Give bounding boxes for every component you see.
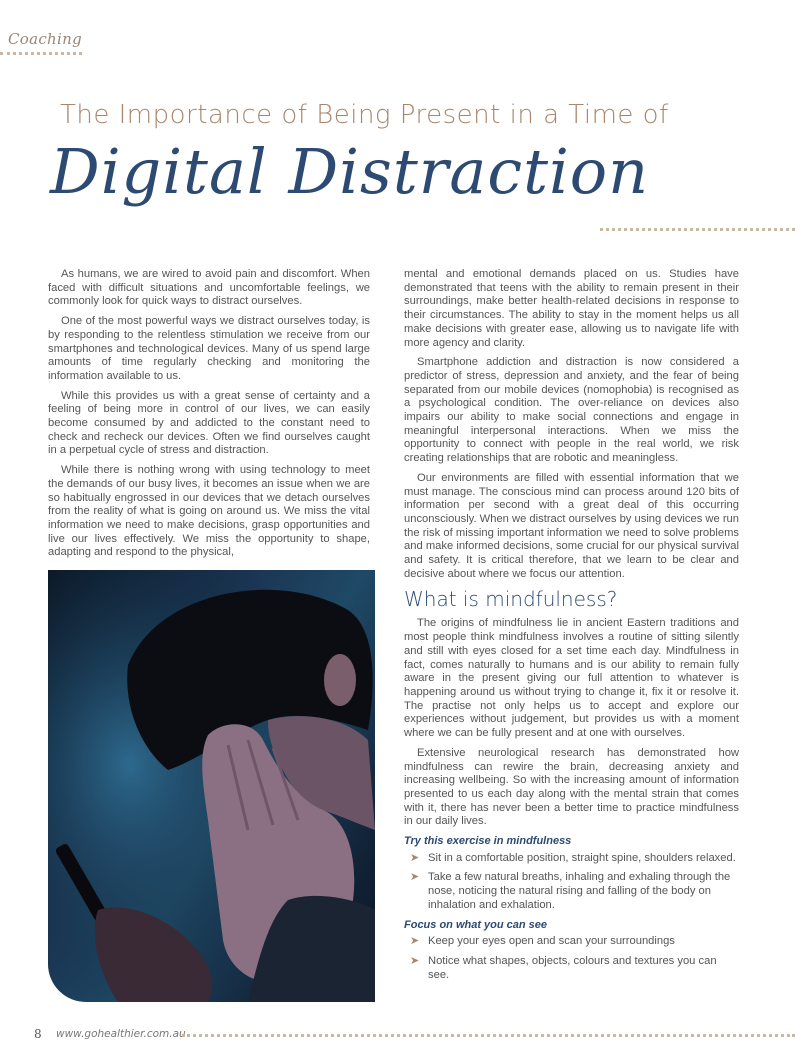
body-paragraph: mental and emotional demands placed on us. Studies have demonstrated that teens with the ability to remain present in their surroundings, make better health-related decisions in response to their circumstances. The ability to stay in the moment helps us all make decisions with greater ease, allowing us to navigate life with more agency and clarity.: [404, 268, 739, 349]
person-with-phone-illustration: [48, 570, 375, 1002]
list-item: [404, 852, 739, 866]
list-item-text: Notice what shapes, objects, colours and textures you can see.: [428, 954, 717, 981]
article-subtitle: The Importance of Being Present in a Time of: [60, 100, 669, 130]
list-item: [404, 955, 739, 982]
focus-heading: Focus on what you can see: [404, 918, 548, 931]
chevron-right-icon: ➤: [410, 935, 420, 948]
list-item-text: Take a few natural breaths, inhaling and exhaling through the nose, noticing the natural rising and falling of the body on inhalation and exhalation.: [428, 871, 731, 911]
bottom-dotted-divider: [182, 1034, 795, 1037]
body-paragraph: Smartphone addiction and distraction is now considered a predictor of stress, depression and anxiety, and the fear of being separated from our mobile devices (nomophobia) is recognised as a psychological condition. The over-reliance on devices also impairs our ability to make social connections and engage in meaningful interpersonal interactions. When we miss the opportunity to connect with people in the real world, we risk creating relationships that are robotic and meaningless.: [404, 356, 739, 465]
body-paragraph: Extensive neurological research has demonstrated how mindfulness can rewire the brain, decreasing anxiety and increasing wellbeing. So with the increasing amount of information presented to us each day along with the mental strain that comes with it, there has never been a better time to practice mindfulness in our daily lives.: [404, 746, 739, 828]
article-photo: [48, 570, 375, 1002]
top-dotted-divider: [0, 52, 82, 55]
body-paragraph: One of the most powerful ways we distract ourselves today, is by responding to the relentless stimulation we receive from our smartphones and technological devices. Many of us spend large amounts of time regularly checking and monitoring the information available to us.: [48, 315, 370, 382]
body-paragraph: Our environments are filled with essential information that we must manage. The conscious mind can process around 120 bits of information per second with a great deal of this occurring unconsciously. When we distract ourselves by using devices we run the risk of missing important information we need to solve problems and make informed decisions, some crucial for our physical survival and safety. It is critical therefore, that we learn to be clear and decisive about where we focus our attention.: [404, 471, 739, 580]
left-column: [48, 268, 370, 566]
chevron-right-icon: ➤: [410, 851, 420, 864]
page-number: 8: [34, 1027, 42, 1041]
exercise-heading: Try this exercise in mindfulness: [404, 835, 572, 848]
body-paragraph: The origins of mindfulness lie in ancient Eastern traditions and most people think mindfulness involves a routine of sitting silently and still with eyes closed for a set time each day. Mindfulness in fact, comes naturally to humans and is our ability to remain fully aware in the present giving our full attention to whatever is happening around us without trying to change it, fix it or resolve it. The practise not only helps us to accept and explore our experiences without judgement, but provides us with a moment where we can be fully present and at one with ourselves.: [404, 617, 739, 740]
list-item-text: Sit in a comfortable position, straight spine, shoulders relaxed.: [428, 851, 736, 864]
section-heading: What is mindfulness?: [404, 587, 618, 612]
article-title: Digital Distraction: [50, 135, 650, 208]
body-paragraph: While there is nothing wrong with using technology to meet the demands of our busy lives, it becomes an issue when we are so habitually engrossed in our devices that we detach ourselves from the reality of what is going on around us. We miss the vital information we need to make decisions, grasp opportunities and live our lives effectively. We miss the opportunity to shape, adapting and respond to the physical,: [48, 464, 370, 559]
focus-list: [404, 935, 739, 982]
list-item-text: Keep your eyes open and scan your surroundings: [428, 935, 675, 948]
body-paragraph: As humans, we are wired to avoid pain and discomfort. When faced with difficult situations and uncomfortable feelings, we commonly look for quick ways to distract ourselves.: [48, 268, 370, 308]
list-item: [404, 871, 739, 912]
body-paragraph: While this provides us with a great sense of certainty and a feeling of being more in control of our lives, we can easily become consumed by and addicted to the constant need to check and recheck our devices. Often we find ourselves caught in a perpetual cycle of stress and distraction.: [48, 389, 370, 457]
chevron-right-icon: ➤: [410, 954, 420, 967]
right-column: [404, 268, 739, 988]
chevron-right-icon: ➤: [410, 871, 420, 884]
section-label: Coaching: [8, 30, 82, 48]
list-item: [404, 935, 739, 949]
exercise-list: [404, 852, 739, 913]
footer-url: www.gohealthier.com.au: [56, 1028, 186, 1040]
title-dotted-divider: [600, 228, 795, 231]
